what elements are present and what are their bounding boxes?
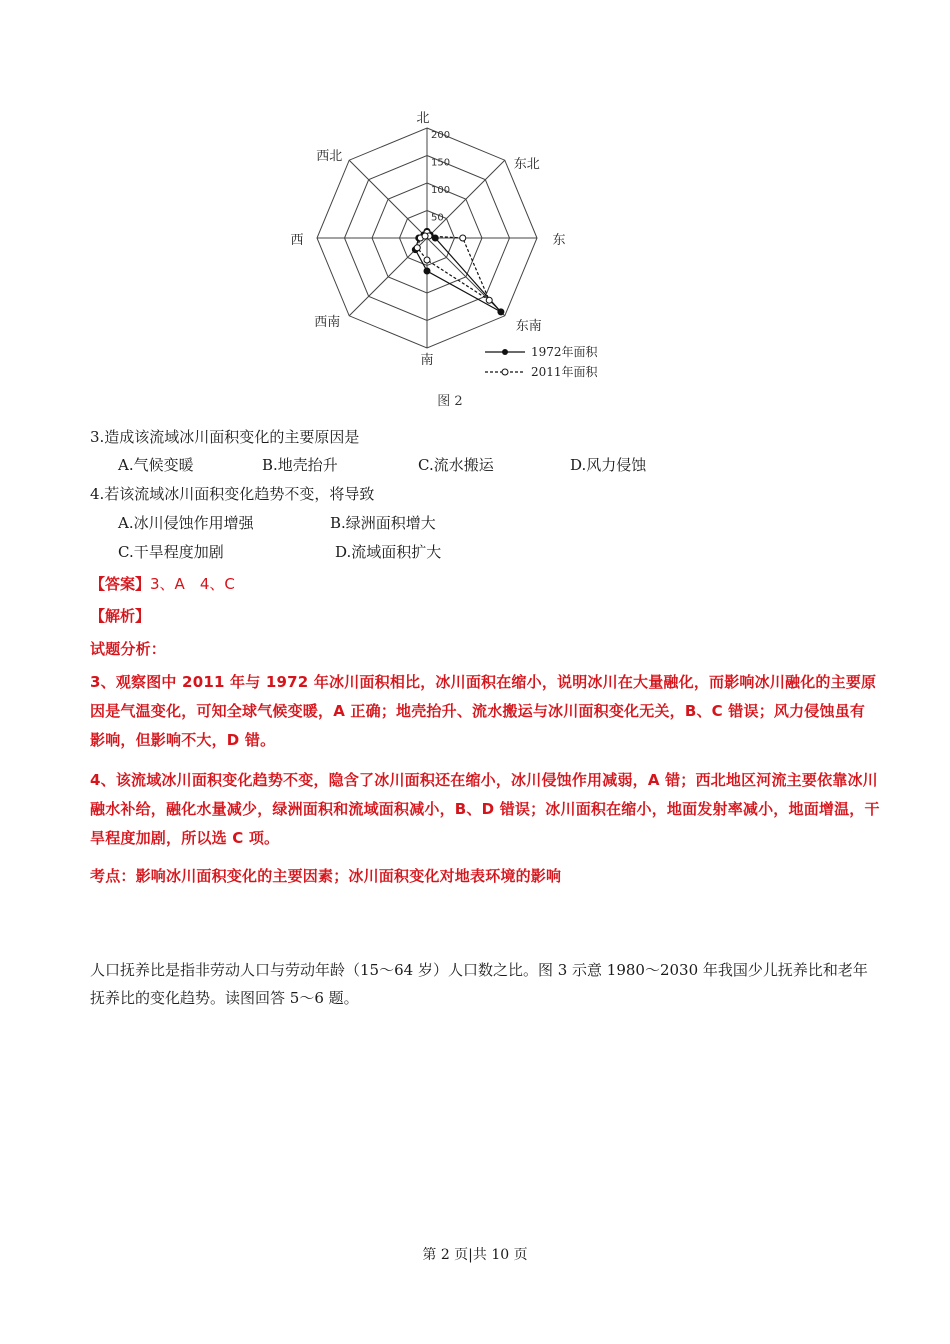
- direction-label-n: 北: [416, 111, 430, 126]
- analysis-kaodian: 考点：影响冰川面积变化的主要因素；冰川面积变化对地表环境的影响: [90, 867, 562, 885]
- q4-option-c: C.干旱程度加剧: [118, 543, 224, 561]
- q4-option-d: D.流域面积扩大: [335, 543, 442, 561]
- radar-series: [412, 228, 504, 314]
- direction-label-w: 西: [290, 233, 304, 248]
- direction-label-e: 东: [552, 233, 566, 248]
- legend-1972-marker: [502, 349, 508, 355]
- analysis-q4: 4、该流域冰川面积变化趋势不变，隐含了冰川面积还在缩小，冰川侵蚀作用减弱，A 错；西北地区河流主要依靠冰川融水补给，融化水量减少，绿洲面积和流域面积减小，B、D 错误；冰川面积在缩小，地面发射率减小，地面增温，干旱程度加剧，所以选 C 项。: [90, 771, 880, 847]
- analysis-title: 试题分析：: [90, 640, 167, 658]
- series-2011-point: [424, 257, 430, 263]
- legend-2011-marker: [502, 369, 508, 375]
- analysis-label: 【解析】: [90, 607, 151, 625]
- direction-label-sw: 西南: [314, 314, 341, 330]
- question-3-stem: 3.造成该流域冰川面积变化的主要原因是: [90, 428, 360, 446]
- radar-scale-label: 200: [431, 130, 451, 141]
- radar-scale-label: 150: [431, 157, 451, 169]
- q3-option-d: D.风力侵蚀: [570, 456, 647, 474]
- q4-option-a: A.冰川侵蚀作用增强: [118, 514, 254, 532]
- series-2011-point: [422, 233, 428, 239]
- radar-figure: [290, 108, 650, 418]
- analysis-q3: 3、观察图中 2011 年与 1972 年冰川面积相比，冰川面积在缩小，说明冰川在大量融化，而影响冰川融化的主要原因是气温变化，可知全球气候变暖，A 正确；地壳抬升、流水搬运与冰川面积变化无关，B、C 错误；风力侵蚀虽有影响，但影响不大，D 错。: [90, 673, 877, 749]
- radar-legend: [485, 344, 599, 379]
- page-footer: 第 2 页|共 10 页: [422, 1247, 528, 1263]
- legend-2011-label: 2011年面积: [531, 365, 598, 379]
- legend-1972-label: 1972年面积: [531, 345, 598, 359]
- direction-label-ne: 东北: [513, 157, 540, 173]
- direction-label-s: 南: [420, 353, 434, 368]
- series-2011-point: [460, 235, 466, 241]
- radar-scale-labels: [431, 130, 450, 224]
- series-1972-point: [498, 309, 504, 315]
- radar-scale-label: 50: [431, 212, 444, 224]
- series-2011-point: [486, 297, 492, 303]
- series-2011-point: [414, 245, 420, 251]
- answer-text: 3、A 4、C: [150, 575, 235, 593]
- q4-option-b: B.绿洲面积增大: [330, 514, 436, 532]
- series-1972-point: [424, 268, 430, 274]
- intro-paragraph: 人口抚养比是指非劳动人口与劳动年龄（15～64 岁）人口数之比。图 3 示意 1980～2030 年我国少儿抚养比和老年抚养比的变化趋势。读图回答 5～6 题。: [90, 961, 868, 1007]
- q3-option-b: B.地壳抬升: [262, 456, 338, 474]
- q3-option-c: C.流水搬运: [418, 456, 494, 474]
- q3-option-a: A.气候变暖: [118, 456, 194, 474]
- direction-label-nw: 西北: [316, 149, 343, 165]
- question-4-stem: 4.若该流域冰川面积变化趋势不变，将导致: [90, 485, 375, 503]
- answer-line: [90, 574, 235, 594]
- direction-label-se: 东南: [515, 318, 542, 334]
- figure-caption: 图 2: [437, 394, 463, 409]
- radar-chart: [290, 108, 650, 418]
- radar-scale-label: 100: [431, 185, 451, 196]
- answer-label: 【答案】: [90, 575, 151, 593]
